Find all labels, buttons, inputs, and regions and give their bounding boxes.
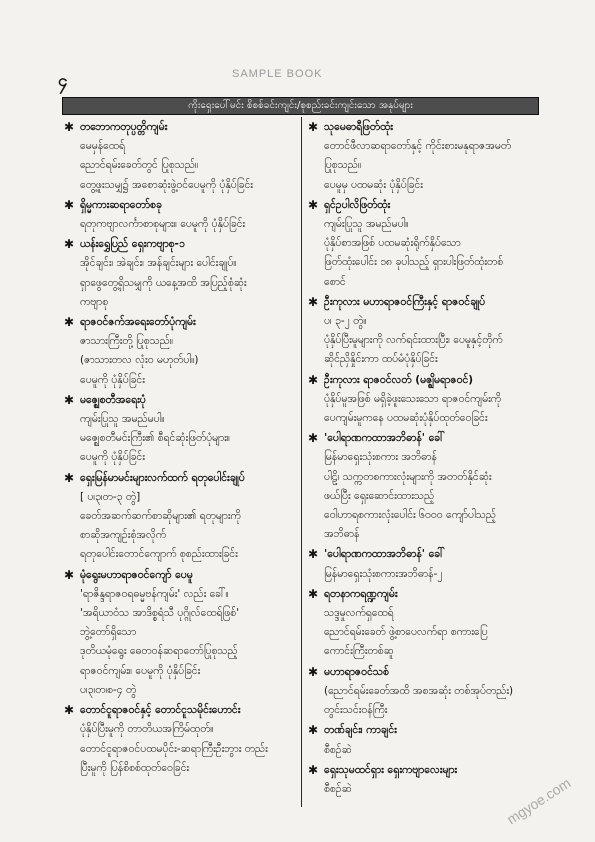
book-detail-line: စာဆိုအကျဉ်းစုံအလိုက် <box>80 529 167 542</box>
book-entry <box>306 371 538 429</box>
book-detail-line: ကောင်းကြီးတစ်ဆူ <box>324 645 394 658</box>
book-title: မဇ္ဈေစတီအရေးပုံ <box>80 393 146 406</box>
asterisk-bullet-icon: ✱ <box>308 664 319 679</box>
asterisk-bullet-icon: ✱ <box>64 120 75 134</box>
book-detail-line: တောင်ဖီလာဆရာတော်နှင့် ကိုင်းစားမနုရာဇအမတ် <box>324 140 512 153</box>
book-entry <box>62 566 294 700</box>
book-detail-line: [ ပ၊၃၊တ-၃ တွဲ] <box>80 490 141 503</box>
watermark-top: SAMPLE BOOK <box>232 68 323 80</box>
book-detail-line: ကျမ်းပြုသူ အမည်မပါ။ <box>80 413 165 426</box>
book-detail-line: ခေတ်အဆက်ဆက်စာဆိုများ၏ ရတုများကို <box>80 510 241 523</box>
book-detail-line: ဘွဲ့တော်ရှိသော <box>80 626 137 639</box>
book-title: ရှေးမြန်မာမင်းများလက်ထက် ရတုပေါင်းချုပ် <box>80 471 245 484</box>
book-entry <box>62 469 294 565</box>
book-title: ရတနာကရဏ္ဍကျမ်း <box>324 587 398 600</box>
book-entry <box>306 545 538 583</box>
book-detail-line: ပေကျမ်းမူကနေ ပထမဆုံးပုံနှိပ်ထုတ်ဝေခြင်း <box>324 412 488 425</box>
book-entry <box>62 196 294 234</box>
book-entry <box>306 429 538 544</box>
book-detail-line: မြန်မာရှေးသုံးစကား အဘိဓာန် <box>324 451 437 464</box>
book-detail-line: ရတုကဗျာလင်္ကာစာစုများ။ ပေမူကို ပုံနှိပ်ခြင်း <box>80 218 246 231</box>
page-number: ၄ <box>58 71 68 91</box>
asterisk-bullet-icon: ✱ <box>64 703 75 718</box>
asterisk-bullet-icon: ✱ <box>308 431 319 446</box>
book-detail-line: ဇာသားကြီးတို့ ပြုစုသည်။ <box>80 335 174 348</box>
book-detail-line: တွေ့ဖူးသမျှ၌ အစောဆုံးဖွဲ့ဝင်ပေမူကို ပုံနှိပ်ခြင်း <box>80 178 253 191</box>
section-banner: ကိုးရှေးပေါ်မင်း စိစစ်ခင်းကျင်း/စုစည်းခင်းကျင်းသော အနုပ်များ <box>62 97 539 115</box>
book-detail-line: အဘိဓာန် <box>324 528 360 541</box>
watermark-diagonal: mgyoe.com <box>503 774 573 828</box>
left-column <box>62 118 294 779</box>
book-detail-line: ဖယ်ပြီး ရှေးဆောင်းထားသည့် <box>324 489 435 502</box>
book-detail-line: ညောင်ရမ်းခေတ်တွင် ပြုစုသည်။ <box>80 159 199 172</box>
book-detail-line: ပုံနှိပ်ပြီးမူကို တာတိယအကြိမ်ထုတ်။ <box>80 723 214 736</box>
book-entry <box>306 721 538 759</box>
book-detail-line: ဝေါဟာရစကားလုံးပေါင်း ၆၀၀၀ ကျော်ပါသည့် <box>324 509 497 522</box>
asterisk-bullet-icon: ✱ <box>64 315 75 330</box>
book-title: တဘောကတုပ္ပတ္တိကျမ်း <box>80 121 168 133</box>
asterisk-bullet-icon: ✱ <box>308 723 319 738</box>
book-title: ဦးကုလား ရာဇဝင်လတ် (မဇ္ဈိမရာဇဝင်) <box>324 373 474 386</box>
book-entry <box>62 313 294 390</box>
book-detail-line: ရှာဖွေတွေ့ရှိသမျှကို ယနေ့အထိ အပြည့်စုံဆုံး <box>80 276 247 289</box>
asterisk-bullet-icon: ✱ <box>308 120 319 134</box>
book-detail-line: ဆိုင်ညှိနှိုင်းကာ ထပ်မံပုံနှိပ်ခြင်း <box>324 353 438 366</box>
asterisk-bullet-icon: ✱ <box>308 586 319 601</box>
book-title: ရာဇဝင်ဇက်အရေးတော်ပုံကျမ်း <box>80 316 196 329</box>
book-detail-line: ပြီးမူကို ပြန်စိစစ်ထုတ်ဝေခြင်း <box>80 761 190 774</box>
book-entry <box>62 701 294 778</box>
book-detail-line: 'ရာဇိန္ဒရာဇဝရဓမ္မဗန်ကျမ်း' လည်း ခေါ်။ <box>80 587 229 600</box>
book-detail-line: ကဗျာစု <box>80 295 109 308</box>
book-detail-line: ညောင်ရမ်းခေတ် ဖွဲ့စာပေလက်ရာ စကားပြေ <box>324 626 488 639</box>
book-detail-line: တောင်ငူရာဇဝင်ပထမပိုင်း-ဆရာကြီးဦးဘွား တည်း <box>80 742 268 755</box>
book-detail-line: ပြုစုသည်။ <box>324 159 362 172</box>
book-detail-line: မေမှန်ထေရ် <box>80 140 126 153</box>
book-entry <box>62 235 294 312</box>
book-detail-line: မဇ္ဈေစတီမင်းကြီး၏ စီရင်ဆုံးဖြတ်ပုံများ။ <box>80 432 230 445</box>
book-entry <box>306 663 538 721</box>
book-detail-line: သဒ္ဒမှုလက်ရှထေရ် <box>324 607 394 620</box>
book-entry <box>306 196 538 292</box>
book-title: သုမေဓာရီဖြတ်ထုံး <box>324 121 393 133</box>
asterisk-bullet-icon: ✱ <box>308 762 319 777</box>
book-detail-line: စောင် <box>324 275 346 288</box>
asterisk-bullet-icon: ✱ <box>64 567 75 582</box>
book-detail-line: ပေမူကို ပုံနှိပ်ခြင်း <box>80 373 145 386</box>
book-detail-line: ပုံနှိပ်မူအဖြစ် မရှိခဲ့ဖူးသေးသော ရာဇဝင်ကျမ်းကို <box>324 392 502 405</box>
book-title: 'ပေါရာဏကထာအဘိဓာန်' ခေါ် <box>324 432 445 445</box>
book-detail-line: ပုံနှိပ်စာအဖြစ် ပထမဆုံးရိုက်နှိပ်သော <box>324 237 461 250</box>
book-title: ဦးကုလား မဟာရာဇဝင်ကြီးနှင့် ရာဇဝင်ချုပ် <box>324 295 486 308</box>
book-detail-line: (ဇာသားတလ လုံးဝ မဟုတ်ပါ။) <box>80 354 199 367</box>
book-entry <box>306 585 538 662</box>
book-detail-line: ပေမူကို ပုံနှိပ်ခြင်း <box>80 451 145 464</box>
book-detail-line: တွင်းသင်းဝန်ကြီး <box>324 704 388 717</box>
asterisk-bullet-icon: ✱ <box>308 547 319 562</box>
asterisk-bullet-icon: ✱ <box>64 237 75 252</box>
book-title: မဟာရာဇဝင်သစ် <box>324 665 389 678</box>
asterisk-bullet-icon: ✱ <box>308 294 319 309</box>
book-title: တောင်ငူရာဇဝင်နှင့် တောင်ငူသမိုင်းဟောင်း <box>80 704 241 717</box>
book-detail-line: ပ၊၃၊တ၊စ-၄ တွဲ <box>80 683 137 696</box>
book-title: ရှေးသုမထင်ရှား ရှေးကဗျာလေးများ <box>324 763 458 776</box>
book-entry <box>62 391 294 468</box>
book-detail-line: ဖြတ်ထုံးပေါင်း ၁၈ ခုပါသည့် ရှားပါးဖြတ်ထုံးတစ် <box>324 256 504 269</box>
book-detail-line: ပေမူမှ ပထမဆုံး ပုံနှိပ်ခြင်း <box>324 178 423 191</box>
book-title: တဏ်ချင်း၊ ကာချင်း <box>324 724 397 737</box>
book-detail-line: 'အရိယာဝံသ အာဒိစ္စရံသီ ပုဂ္ဂိုလ်ထေရ်ဖြစ်' <box>80 607 240 620</box>
book-title: ရှိမ္မကားဆရာတော်စခု <box>80 198 162 211</box>
book-detail-line: ပ၊ ၃-၂ တွဲ။ <box>324 315 367 328</box>
asterisk-bullet-icon: ✱ <box>64 197 75 212</box>
book-detail-line: စီစဉ်ဆဲ <box>324 782 352 795</box>
asterisk-bullet-icon: ✱ <box>64 392 75 407</box>
book-detail-line: ကျမ်းပြုသူ အမည်မပါ။ <box>324 218 409 231</box>
asterisk-bullet-icon: ✱ <box>64 470 75 485</box>
book-title: ရှင်ဥပါလိဖြတ်ထုံး <box>324 198 391 211</box>
book-detail-line: အိုင်ချင်း၊ အဲချင်း၊ အန်ချင်းများ ပေါင်းချုပ်။ <box>80 257 237 270</box>
right-column <box>306 118 538 800</box>
book-detail-line: ပါဠိ၊ သက္ကတစကားလုံးများကို အတတ်နိုင်ဆုံး <box>324 470 492 483</box>
book-title: 'ပေါရာဏကထာအဘိဓာန်' ခေါ် <box>324 548 445 561</box>
book-detail-line: ရာဇဝင်ကျမ်း။ ပေမူကို ပုံနှိပ်ခြင်း <box>80 664 201 677</box>
asterisk-bullet-icon: ✱ <box>308 372 319 387</box>
book-entry <box>306 293 538 370</box>
book-title: ယန်းရွှေပြည် ရှေးကဗျာစု-၁ <box>80 238 185 251</box>
book-title: မုံရွေးမဟာရာဇဝင်ကျော် ပေမူ <box>80 568 193 581</box>
book-detail-line: ဒုတိယမုံရွေး ဓေတဝန်ဆရာတော်ပြုစုသည့် <box>80 645 238 658</box>
book-entry <box>306 761 538 799</box>
book-detail-line: မြန်မာရှေးသုံးစကားအဘိဓာန်-၂ <box>324 567 443 580</box>
book-detail-line: စီစဉ်ဆဲ <box>324 743 352 756</box>
book-entry <box>62 118 294 195</box>
book-entry <box>306 118 538 195</box>
book-detail-line: ရတုပေါင်းတောင်ကျောက် စုစည်းထားခြင်း <box>80 548 238 561</box>
book-detail-line: ပုံနှိပ်ပြီးမူများကို လက်ရင်းထားပြီး၊ ပေမူနှင့်တိုက် <box>324 334 503 347</box>
column-divider <box>301 117 302 807</box>
asterisk-bullet-icon: ✱ <box>308 197 319 212</box>
book-detail-line: (ညောင်ရမ်းခေတ်အထိ အစအဆုံး တစ်အုပ်တည်း) <box>324 684 514 697</box>
